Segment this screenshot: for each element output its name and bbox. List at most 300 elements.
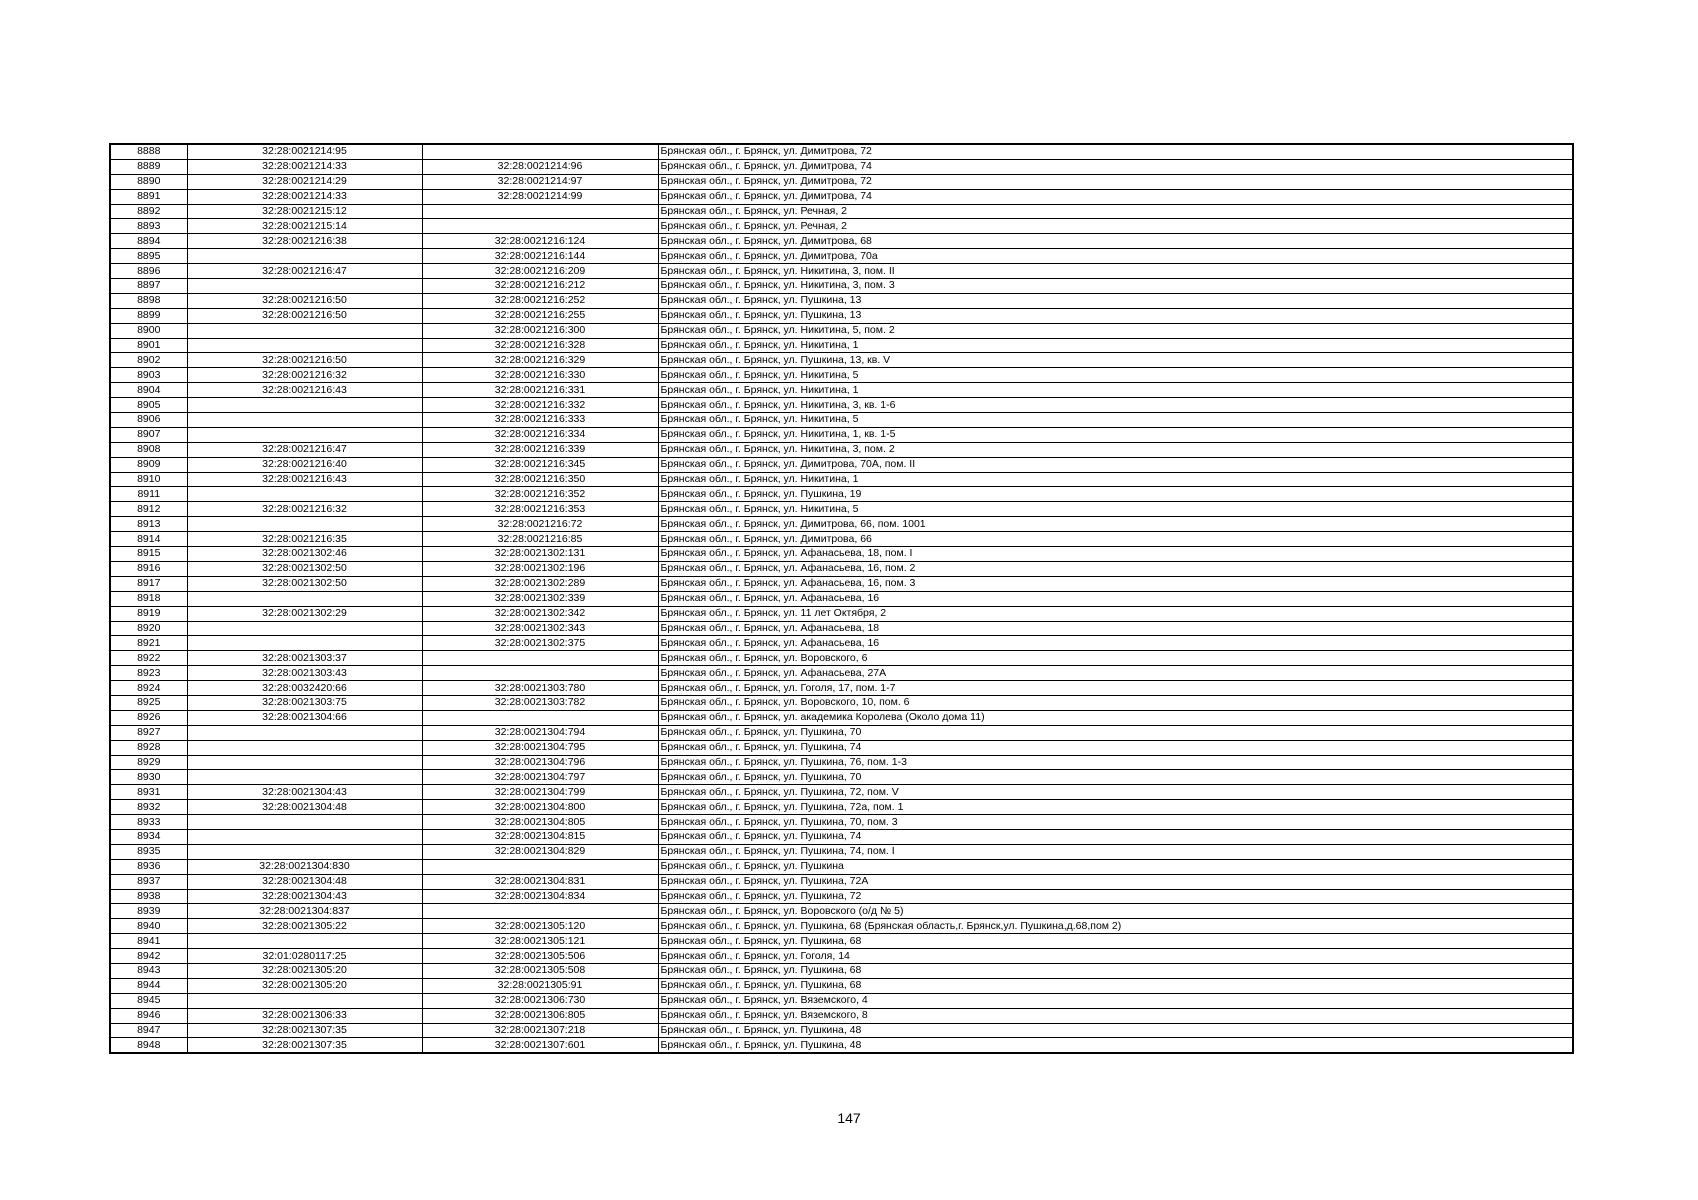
building-cadastral-cell (422, 710, 658, 725)
address-cell: Брянская обл., г. Брянск, ул. Никитина, 3, пом. II (658, 264, 1573, 279)
address-cell: Брянская обл., г. Брянск, ул. Пушкина, 70, пом. 3 (658, 815, 1573, 830)
building-cadastral-cell (422, 859, 658, 874)
table-row (110, 487, 1573, 502)
building-cadastral-cell: 32:28:0021302:196 (422, 561, 658, 576)
table-row (110, 919, 1573, 934)
land-cadastral-cell (187, 636, 422, 651)
table-row (110, 413, 1573, 428)
table-row (110, 383, 1573, 398)
address-cell: Брянская обл., г. Брянск, ул. Пушкина, 13 (658, 308, 1573, 323)
registry-table (109, 143, 1574, 1054)
table-row (110, 576, 1573, 591)
building-cadastral-cell: 32:28:0021302:339 (422, 591, 658, 606)
building-cadastral-cell: 32:28:0021216:255 (422, 308, 658, 323)
building-cadastral-cell: 32:28:0021304:796 (422, 755, 658, 770)
row-number-cell: 8924 (110, 681, 187, 696)
table-row (110, 725, 1573, 740)
land-cadastral-cell: 32:28:0021216:50 (187, 308, 422, 323)
building-cadastral-cell: 32:28:0021216:212 (422, 279, 658, 294)
address-cell: Брянская обл., г. Брянск, ул. Пушкина, 68 (658, 978, 1573, 993)
address-cell: Брянская обл., г. Брянск, ул. Димитрова, 74 (658, 159, 1573, 174)
row-number-cell: 8890 (110, 174, 187, 189)
address-cell: Брянская обл., г. Брянск, ул. Пушкина, 13, кв. V (658, 353, 1573, 368)
land-cadastral-cell: 32:28:0021306:33 (187, 1008, 422, 1023)
row-number-cell: 8945 (110, 993, 187, 1008)
land-cadastral-cell: 32:28:0021302:50 (187, 561, 422, 576)
land-cadastral-cell: 32:28:0021214:33 (187, 159, 422, 174)
table-row (110, 844, 1573, 859)
building-cadastral-cell: 32:28:0021304:800 (422, 800, 658, 815)
address-cell: Брянская обл., г. Брянск, ул. Пушкина, 70 (658, 725, 1573, 740)
building-cadastral-cell (422, 144, 658, 159)
building-cadastral-cell: 32:28:0021305:121 (422, 934, 658, 949)
table-row (110, 249, 1573, 264)
address-cell: Брянская обл., г. Брянск, ул. Пушкина, 19 (658, 487, 1573, 502)
building-cadastral-cell: 32:28:0021216:353 (422, 502, 658, 517)
address-cell: Брянская обл., г. Брянск, ул. Пушкина, 74, пом. I (658, 844, 1573, 859)
land-cadastral-cell (187, 829, 422, 844)
address-cell: Брянская обл., г. Брянск, ул. Пушкина, 72 (658, 889, 1573, 904)
table-row (110, 829, 1573, 844)
row-number-cell: 8928 (110, 740, 187, 755)
row-number-cell: 8906 (110, 413, 187, 428)
building-cadastral-cell: 32:28:0021214:97 (422, 174, 658, 189)
land-cadastral-cell: 32:28:0021305:20 (187, 963, 422, 978)
land-cadastral-cell: 32:28:0021304:48 (187, 874, 422, 889)
building-cadastral-cell: 32:28:0021305:508 (422, 963, 658, 978)
table-row (110, 234, 1573, 249)
row-number-cell: 8892 (110, 204, 187, 219)
table-row (110, 874, 1573, 889)
row-number-cell: 8923 (110, 666, 187, 681)
land-cadastral-cell (187, 740, 422, 755)
table-row (110, 427, 1573, 442)
building-cadastral-cell: 32:28:0021216:300 (422, 323, 658, 338)
building-cadastral-cell: 32:28:0021302:131 (422, 547, 658, 562)
land-cadastral-cell (187, 755, 422, 770)
row-number-cell: 8934 (110, 829, 187, 844)
land-cadastral-cell: 32:28:0021216:40 (187, 457, 422, 472)
table-row (110, 517, 1573, 532)
row-number-cell: 8935 (110, 844, 187, 859)
table-row (110, 293, 1573, 308)
table-row (110, 264, 1573, 279)
table-row (110, 279, 1573, 294)
address-cell: Брянская обл., г. Брянск, ул. Речная, 2 (658, 204, 1573, 219)
address-cell: Брянская обл., г. Брянск, ул. Пушкина, 68 (Брянская область,г. Брянск,ул. Пушкина,д.68,пом 2) (658, 919, 1573, 934)
address-cell: Брянская обл., г. Брянск, ул. Никитина, 3, пом. 2 (658, 442, 1573, 457)
table-row (110, 666, 1573, 681)
land-cadastral-cell: 32:28:0021214:33 (187, 189, 422, 204)
row-number-cell: 8927 (110, 725, 187, 740)
table-row (110, 219, 1573, 234)
land-cadastral-cell (187, 934, 422, 949)
land-cadastral-cell (187, 338, 422, 353)
land-cadastral-cell: 32:28:0021303:37 (187, 651, 422, 666)
land-cadastral-cell (187, 487, 422, 502)
row-number-cell: 8916 (110, 561, 187, 576)
row-number-cell: 8897 (110, 279, 187, 294)
row-number-cell: 8943 (110, 963, 187, 978)
table-row (110, 159, 1573, 174)
table-row (110, 204, 1573, 219)
address-cell: Брянская обл., г. Брянск, ул. Афанасьева, 16 (658, 636, 1573, 651)
land-cadastral-cell: 32:28:0021304:837 (187, 904, 422, 919)
address-cell: Брянская обл., г. Брянск, ул. Никитина, 5 (658, 368, 1573, 383)
address-cell: Брянская обл., г. Брянск, ул. Димитрова, 70А, пом. II (658, 457, 1573, 472)
table-row (110, 472, 1573, 487)
building-cadastral-cell: 32:28:0021216:333 (422, 413, 658, 428)
building-cadastral-cell: 32:28:0021304:805 (422, 815, 658, 830)
address-cell: Брянская обл., г. Брянск, ул. Димитрова, 72 (658, 174, 1573, 189)
building-cadastral-cell: 32:28:0021307:601 (422, 1038, 658, 1053)
row-number-cell: 8895 (110, 249, 187, 264)
address-cell: Брянская обл., г. Брянск, ул. Пушкина, 48 (658, 1023, 1573, 1038)
address-cell: Брянская обл., г. Брянск, ул. Афанасьева, 16 (658, 591, 1573, 606)
table-row (110, 1023, 1573, 1038)
address-cell: Брянская обл., г. Брянск, ул. Пушкина, 74 (658, 829, 1573, 844)
row-number-cell: 8940 (110, 919, 187, 934)
land-cadastral-cell: 32:28:0021303:43 (187, 666, 422, 681)
address-cell: Брянская обл., г. Брянск, ул. Димитрова, 72 (658, 144, 1573, 159)
row-number-cell: 8917 (110, 576, 187, 591)
row-number-cell: 8903 (110, 368, 187, 383)
row-number-cell: 8931 (110, 785, 187, 800)
building-cadastral-cell: 32:28:0021216:334 (422, 427, 658, 442)
table-row (110, 710, 1573, 725)
land-cadastral-cell: 32:28:0021216:50 (187, 293, 422, 308)
land-cadastral-cell: 32:28:0021216:43 (187, 383, 422, 398)
building-cadastral-cell: 32:28:0021216:85 (422, 532, 658, 547)
row-number-cell: 8915 (110, 547, 187, 562)
row-number-cell: 8920 (110, 621, 187, 636)
land-cadastral-cell: 32:28:0021303:75 (187, 695, 422, 710)
page-number: 147 (837, 1110, 861, 1126)
table-row (110, 502, 1573, 517)
address-cell: Брянская обл., г. Брянск, ул. Речная, 2 (658, 219, 1573, 234)
row-number-cell: 8933 (110, 815, 187, 830)
table-row (110, 323, 1573, 338)
address-cell: Брянская обл., г. Брянск, ул. Димитрова, 74 (658, 189, 1573, 204)
address-cell: Брянская обл., г. Брянск, ул. 11 лет Октября, 2 (658, 606, 1573, 621)
land-cadastral-cell: 32:28:0021307:35 (187, 1038, 422, 1053)
address-cell: Брянская обл., г. Брянск, ул. Никитина, 1 (658, 338, 1573, 353)
building-cadastral-cell: 32:28:0021302:289 (422, 576, 658, 591)
building-cadastral-cell: 32:28:0021305:91 (422, 978, 658, 993)
row-number-cell: 8908 (110, 442, 187, 457)
row-number-cell: 8932 (110, 800, 187, 815)
building-cadastral-cell (422, 904, 658, 919)
row-number-cell: 8891 (110, 189, 187, 204)
building-cadastral-cell: 32:28:0021216:124 (422, 234, 658, 249)
land-cadastral-cell: 32:28:0021307:35 (187, 1023, 422, 1038)
address-cell: Брянская обл., г. Брянск, ул. Вяземского, 4 (658, 993, 1573, 1008)
table-row (110, 785, 1573, 800)
address-cell: Брянская обл., г. Брянск, ул. Димитрова, 68 (658, 234, 1573, 249)
building-cadastral-cell: 32:28:0021216:144 (422, 249, 658, 264)
table-row (110, 189, 1573, 204)
building-cadastral-cell: 32:28:0021216:332 (422, 398, 658, 413)
row-number-cell: 8893 (110, 219, 187, 234)
building-cadastral-cell: 32:28:0021304:831 (422, 874, 658, 889)
address-cell: Брянская обл., г. Брянск, ул. Афанасьева, 18 (658, 621, 1573, 636)
table-row (110, 740, 1573, 755)
land-cadastral-cell: 32:28:0021215:14 (187, 219, 422, 234)
address-cell: Брянская обл., г. Брянск, ул. Никитина, 3, кв. 1-6 (658, 398, 1573, 413)
row-number-cell: 8905 (110, 398, 187, 413)
land-cadastral-cell (187, 993, 422, 1008)
address-cell: Брянская обл., г. Брянск, ул. Никитина, 1, кв. 1-5 (658, 427, 1573, 442)
row-number-cell: 8907 (110, 427, 187, 442)
row-number-cell: 8946 (110, 1008, 187, 1023)
building-cadastral-cell: 32:28:0021304:829 (422, 844, 658, 859)
building-cadastral-cell: 32:28:0021214:96 (422, 159, 658, 174)
land-cadastral-cell: 32:28:0021302:46 (187, 547, 422, 562)
address-cell: Брянская обл., г. Брянск, ул. Воровского, 6 (658, 651, 1573, 666)
land-cadastral-cell: 32:01:0280117:25 (187, 949, 422, 964)
table-row (110, 695, 1573, 710)
row-number-cell: 8937 (110, 874, 187, 889)
row-number-cell: 8922 (110, 651, 187, 666)
row-number-cell: 8942 (110, 949, 187, 964)
address-cell: Брянская обл., г. Брянск, ул. Пушкина, 72А (658, 874, 1573, 889)
table-row (110, 174, 1573, 189)
table-row (110, 606, 1573, 621)
table-row (110, 636, 1573, 651)
land-cadastral-cell: 32:28:0021216:32 (187, 502, 422, 517)
land-cadastral-cell (187, 725, 422, 740)
land-cadastral-cell: 32:28:0032420:66 (187, 681, 422, 696)
row-number-cell: 8947 (110, 1023, 187, 1038)
building-cadastral-cell: 32:28:0021304:834 (422, 889, 658, 904)
row-number-cell: 8925 (110, 695, 187, 710)
building-cadastral-cell: 32:28:0021302:375 (422, 636, 658, 651)
table-row (110, 591, 1573, 606)
land-cadastral-cell: 32:28:0021302:50 (187, 576, 422, 591)
table-row (110, 681, 1573, 696)
row-number-cell: 8944 (110, 978, 187, 993)
building-cadastral-cell (422, 651, 658, 666)
land-cadastral-cell: 32:28:0021302:29 (187, 606, 422, 621)
land-cadastral-cell: 32:28:0021216:35 (187, 532, 422, 547)
building-cadastral-cell (422, 666, 658, 681)
building-cadastral-cell: 32:28:0021304:794 (422, 725, 658, 740)
building-cadastral-cell: 32:28:0021216:331 (422, 383, 658, 398)
land-cadastral-cell: 32:28:0021304:66 (187, 710, 422, 725)
row-number-cell: 8912 (110, 502, 187, 517)
row-number-cell: 8929 (110, 755, 187, 770)
table-row (110, 934, 1573, 949)
address-cell: Брянская обл., г. Брянск, ул. Пушкина, 72, пом. V (658, 785, 1573, 800)
land-cadastral-cell: 32:28:0021216:32 (187, 368, 422, 383)
table-row (110, 442, 1573, 457)
row-number-cell: 8930 (110, 770, 187, 785)
land-cadastral-cell: 32:28:0021304:43 (187, 785, 422, 800)
address-cell: Брянская обл., г. Брянск, ул. Пушкина, 76, пом. 1-3 (658, 755, 1573, 770)
building-cadastral-cell: 32:28:0021216:329 (422, 353, 658, 368)
address-cell: Брянская обл., г. Брянск, ул. Димитрова, 66, пом. 1001 (658, 517, 1573, 532)
row-number-cell: 8914 (110, 532, 187, 547)
table-row (110, 770, 1573, 785)
building-cadastral-cell: 32:28:0021304:815 (422, 829, 658, 844)
land-cadastral-cell (187, 815, 422, 830)
address-cell: Брянская обл., г. Брянск, ул. Пушкина (658, 859, 1573, 874)
land-cadastral-cell: 32:28:0021216:47 (187, 264, 422, 279)
land-cadastral-cell: 32:28:0021214:95 (187, 144, 422, 159)
land-cadastral-cell: 32:28:0021304:830 (187, 859, 422, 874)
table-row (110, 368, 1573, 383)
table-row (110, 457, 1573, 472)
row-number-cell: 8899 (110, 308, 187, 323)
building-cadastral-cell: 32:28:0021303:782 (422, 695, 658, 710)
row-number-cell: 8948 (110, 1038, 187, 1053)
address-cell: Брянская обл., г. Брянск, ул. Афанасьева, 16, пом. 3 (658, 576, 1573, 591)
row-number-cell: 8913 (110, 517, 187, 532)
land-cadastral-cell: 32:28:0021304:48 (187, 800, 422, 815)
address-cell: Брянская обл., г. Брянск, ул. Пушкина, 68 (658, 963, 1573, 978)
row-number-cell: 8936 (110, 859, 187, 874)
address-cell: Брянская обл., г. Брянск, ул. Никитина, 5, пом. 2 (658, 323, 1573, 338)
table-row (110, 621, 1573, 636)
building-cadastral-cell: 32:28:0021214:99 (422, 189, 658, 204)
row-number-cell: 8888 (110, 144, 187, 159)
table-row (110, 889, 1573, 904)
table-row (110, 532, 1573, 547)
building-cadastral-cell: 32:28:0021304:797 (422, 770, 658, 785)
address-cell: Брянская обл., г. Брянск, ул. Никитина, 5 (658, 413, 1573, 428)
row-number-cell: 8910 (110, 472, 187, 487)
building-cadastral-cell: 32:28:0021305:120 (422, 919, 658, 934)
row-number-cell: 8900 (110, 323, 187, 338)
building-cadastral-cell: 32:28:0021304:799 (422, 785, 658, 800)
table-row (110, 651, 1573, 666)
building-cadastral-cell: 32:28:0021216:72 (422, 517, 658, 532)
row-number-cell: 8939 (110, 904, 187, 919)
table-row (110, 963, 1573, 978)
land-cadastral-cell (187, 279, 422, 294)
land-cadastral-cell: 32:28:0021215:12 (187, 204, 422, 219)
building-cadastral-cell: 32:28:0021216:328 (422, 338, 658, 353)
table-row (110, 800, 1573, 815)
row-number-cell: 8898 (110, 293, 187, 308)
address-cell: Брянская обл., г. Брянск, ул. Пушкина, 74 (658, 740, 1573, 755)
building-cadastral-cell: 32:28:0021216:350 (422, 472, 658, 487)
land-cadastral-cell (187, 323, 422, 338)
row-number-cell: 8911 (110, 487, 187, 502)
address-cell: Брянская обл., г. Брянск, ул. Гоголя, 17, пом. 1-7 (658, 681, 1573, 696)
address-cell: Брянская обл., г. Брянск, ул. академика Королева (Около дома 11) (658, 710, 1573, 725)
address-cell: Брянская обл., г. Брянск, ул. Воровского (о/д № 5) (658, 904, 1573, 919)
land-cadastral-cell: 32:28:0021216:43 (187, 472, 422, 487)
table-row (110, 1038, 1573, 1053)
building-cadastral-cell: 32:28:0021307:218 (422, 1023, 658, 1038)
building-cadastral-cell: 32:28:0021216:209 (422, 264, 658, 279)
row-number-cell: 8926 (110, 710, 187, 725)
land-cadastral-cell: 32:28:0021216:38 (187, 234, 422, 249)
address-cell: Брянская обл., г. Брянск, ул. Пушкина, 70 (658, 770, 1573, 785)
land-cadastral-cell (187, 249, 422, 264)
address-cell: Брянская обл., г. Брянск, ул. Афанасьева, 16, пом. 2 (658, 561, 1573, 576)
address-cell: Брянская обл., г. Брянск, ул. Пушкина, 13 (658, 293, 1573, 308)
address-cell: Брянская обл., г. Брянск, ул. Вяземского, 8 (658, 1008, 1573, 1023)
building-cadastral-cell: 32:28:0021216:345 (422, 457, 658, 472)
building-cadastral-cell (422, 204, 658, 219)
address-cell: Брянская обл., г. Брянск, ул. Никитина, 3, пом. 3 (658, 279, 1573, 294)
building-cadastral-cell: 32:28:0021216:352 (422, 487, 658, 502)
address-cell: Брянская обл., г. Брянск, ул. Димитрова, 70а (658, 249, 1573, 264)
row-number-cell: 8904 (110, 383, 187, 398)
land-cadastral-cell (187, 591, 422, 606)
address-cell: Брянская обл., г. Брянск, ул. Афанасьева, 27А (658, 666, 1573, 681)
building-cadastral-cell: 32:28:0021216:330 (422, 368, 658, 383)
row-number-cell: 8941 (110, 934, 187, 949)
row-number-cell: 8889 (110, 159, 187, 174)
row-number-cell: 8902 (110, 353, 187, 368)
address-cell: Брянская обл., г. Брянск, ул. Никитина, 5 (658, 502, 1573, 517)
land-cadastral-cell (187, 517, 422, 532)
table-row (110, 949, 1573, 964)
row-number-cell: 8938 (110, 889, 187, 904)
building-cadastral-cell: 32:28:0021216:252 (422, 293, 658, 308)
land-cadastral-cell (187, 621, 422, 636)
table-row (110, 308, 1573, 323)
building-cadastral-cell: 32:28:0021305:506 (422, 949, 658, 964)
row-number-cell: 8896 (110, 264, 187, 279)
land-cadastral-cell: 32:28:0021305:22 (187, 919, 422, 934)
table-row (110, 398, 1573, 413)
building-cadastral-cell: 32:28:0021304:795 (422, 740, 658, 755)
land-cadastral-cell (187, 427, 422, 442)
land-cadastral-cell: 32:28:0021304:43 (187, 889, 422, 904)
row-number-cell: 8918 (110, 591, 187, 606)
row-number-cell: 8919 (110, 606, 187, 621)
building-cadastral-cell: 32:28:0021302:343 (422, 621, 658, 636)
building-cadastral-cell: 32:28:0021216:339 (422, 442, 658, 457)
row-number-cell: 8909 (110, 457, 187, 472)
table-row (110, 993, 1573, 1008)
building-cadastral-cell: 32:28:0021306:730 (422, 993, 658, 1008)
land-cadastral-cell: 32:28:0021216:47 (187, 442, 422, 457)
building-cadastral-cell (422, 219, 658, 234)
table-row (110, 1008, 1573, 1023)
land-cadastral-cell: 32:28:0021305:20 (187, 978, 422, 993)
address-cell: Брянская обл., г. Брянск, ул. Димитрова, 66 (658, 532, 1573, 547)
row-number-cell: 8921 (110, 636, 187, 651)
table-row (110, 755, 1573, 770)
address-cell: Брянская обл., г. Брянск, ул. Пушкина, 68 (658, 934, 1573, 949)
address-cell: Брянская обл., г. Брянск, ул. Воровского, 10, пом. 6 (658, 695, 1573, 710)
row-number-cell: 8894 (110, 234, 187, 249)
table-row (110, 978, 1573, 993)
building-cadastral-cell: 32:28:0021303:780 (422, 681, 658, 696)
address-cell: Брянская обл., г. Брянск, ул. Афанасьева, 18, пом. I (658, 547, 1573, 562)
table-row (110, 144, 1573, 159)
table-row (110, 859, 1573, 874)
building-cadastral-cell: 32:28:0021306:805 (422, 1008, 658, 1023)
address-cell: Брянская обл., г. Брянск, ул. Пушкина, 72а, пом. 1 (658, 800, 1573, 815)
table-row (110, 561, 1573, 576)
land-cadastral-cell: 32:28:0021216:50 (187, 353, 422, 368)
table-row (110, 815, 1573, 830)
table-row (110, 338, 1573, 353)
table-row (110, 904, 1573, 919)
table-row (110, 353, 1573, 368)
land-cadastral-cell (187, 398, 422, 413)
address-cell: Брянская обл., г. Брянск, ул. Гоголя, 14 (658, 949, 1573, 964)
row-number-cell: 8901 (110, 338, 187, 353)
land-cadastral-cell (187, 413, 422, 428)
registry-table-body (110, 144, 1573, 1053)
